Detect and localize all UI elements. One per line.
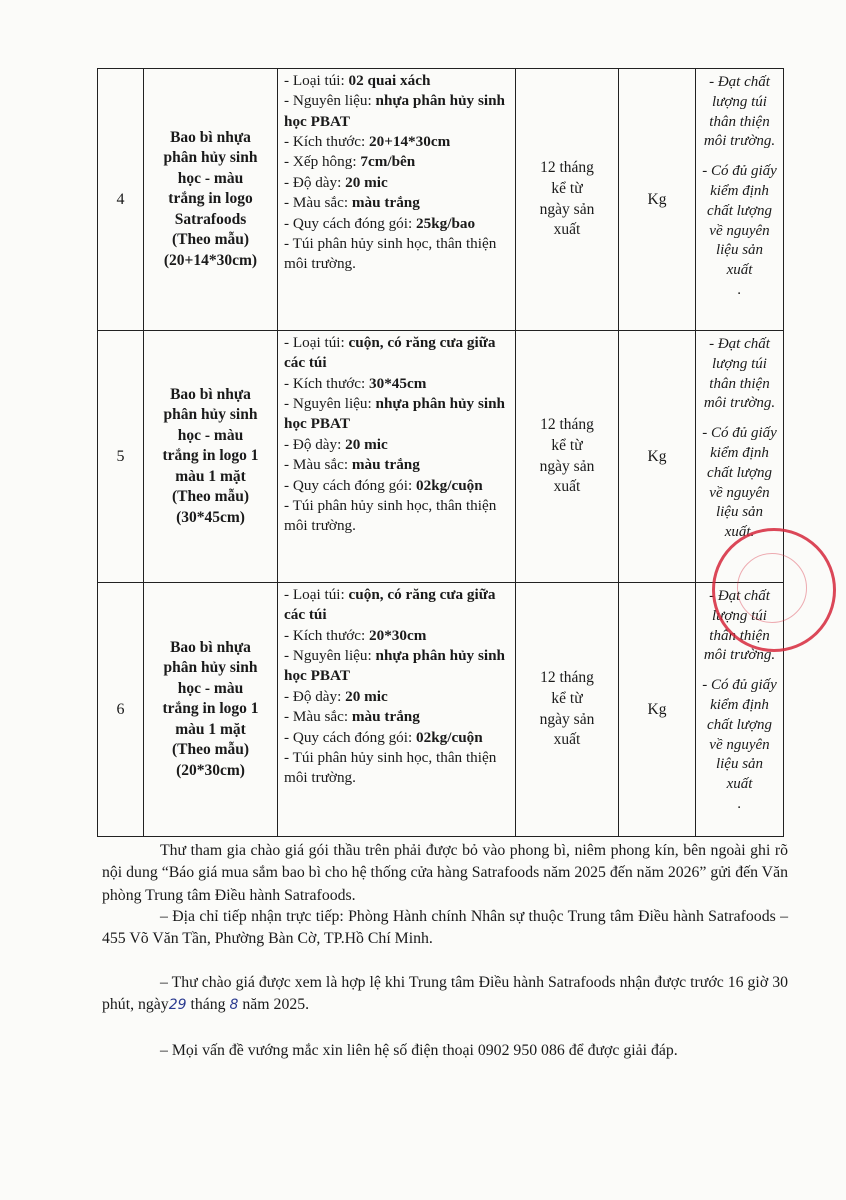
requirements: [696, 69, 784, 331]
requirement-line: thân thiện: [709, 375, 770, 392]
requirement-line: về nguyên: [709, 222, 770, 239]
table-row: [98, 69, 784, 331]
row-number: 6: [98, 583, 144, 837]
requirement-line: chất lượng: [707, 464, 772, 481]
shelf-life-line: xuất: [553, 731, 581, 749]
product-name-line: Bao bì nhựa: [170, 385, 251, 403]
spec-value: màu trắng: [351, 456, 420, 474]
spec-label: - Túi phân hủy sinh học, thân thiện môi trường.: [284, 234, 497, 273]
shelf-life-line: xuất: [553, 478, 581, 496]
product-name-line: (Theo mẫu): [171, 231, 250, 249]
requirement-line: kiểm định: [710, 696, 769, 713]
spec-line: [284, 132, 511, 152]
specification-table: [97, 68, 784, 837]
row-number: 5: [98, 331, 144, 583]
spec-value: 02kg/cuộn: [416, 728, 483, 746]
product-name-line: (20+14*30cm): [163, 251, 258, 269]
requirement-line: về nguyên: [709, 736, 770, 753]
shelf-life-line: kể từ: [551, 436, 583, 454]
requirement-line: môi trường.: [703, 647, 776, 664]
spec-line: [284, 214, 511, 234]
shelf-life-line: kể từ: [551, 689, 583, 707]
spec-line: [284, 496, 511, 537]
company-seal: [712, 528, 836, 652]
requirement-line: kiểm định: [710, 444, 769, 461]
spec-value: cuộn, có răng cưa giữa các túi: [284, 586, 496, 624]
spec-line: [284, 707, 511, 727]
spec-value: 20 mic: [345, 435, 388, 453]
spec-value: màu trắng: [351, 708, 420, 726]
spec-value: 20+14*30cm: [369, 133, 451, 151]
spec-line: [284, 374, 511, 394]
requirement-line: xuất.: [724, 524, 755, 541]
requirement-line: - Đạt chất: [709, 74, 770, 90]
spec-value: nhựa phân hủy sinh học PBAT: [284, 92, 505, 130]
product-name-line: Bao bì nhựa: [170, 128, 251, 146]
deadline-text-a: – Thư chào giá được xem là hợp lệ khi Trung tâm Điều hành Satrafoods nhận được trước 16 giờ 30 phút, ngày: [102, 974, 788, 1014]
spec-line: [284, 71, 511, 91]
spec-label: - Loại túi:: [284, 72, 349, 89]
spec-line: [284, 435, 511, 455]
requirement-line: - Có đủ giấy: [702, 163, 777, 180]
shelf-life: [516, 583, 619, 837]
product-name: [144, 69, 278, 331]
spec-line: [284, 173, 511, 193]
deadline-month-handwritten: 8: [229, 997, 239, 1014]
shelf-life-line: ngày sản: [539, 457, 595, 475]
requirement-line: - Đạt chất: [709, 336, 770, 352]
product-name-line: học - màu: [177, 679, 244, 697]
shelf-life-line: xuất: [553, 221, 581, 239]
deadline-text-c: năm 2025.: [238, 996, 310, 1014]
requirement-line: chất lượng: [707, 202, 772, 219]
requirement-line: liệu sản xuất: [715, 756, 764, 793]
requirement-line: lượng túi: [712, 607, 767, 624]
requirement-gap: [702, 666, 777, 676]
requirement-line: - Có đủ giấy: [702, 425, 777, 442]
spec-label: - Màu sắc:: [284, 456, 352, 474]
product-name-line: Satrafoods: [174, 210, 247, 228]
spec-value: 02 quai xách: [348, 72, 431, 89]
spec-label: - Màu sắc:: [284, 194, 352, 212]
unit: Kg: [619, 331, 696, 583]
requirement-line: - Có đủ giấy: [702, 677, 777, 694]
requirement-line: kiểm định: [710, 182, 769, 199]
requirement-gap: [702, 414, 777, 424]
spec-label: - Loại túi:: [284, 586, 349, 603]
spec-line: [284, 626, 511, 646]
spec-line: [284, 455, 511, 475]
spec-label: - Loại túi:: [284, 334, 349, 351]
spec-value: nhựa phân hủy sinh học PBAT: [284, 395, 505, 433]
product-name-line: trắng in logo 1: [162, 700, 259, 718]
shelf-life-line: 12 tháng: [540, 158, 594, 176]
requirement-line: thân thiện: [709, 627, 770, 644]
product-name-line: trắng in logo 1: [162, 447, 259, 465]
requirement-line: về nguyên: [709, 484, 770, 501]
spec-label: - Kích thước:: [284, 626, 370, 644]
row-number: 4: [98, 69, 144, 331]
spec-label: - Nguyên liệu:: [284, 647, 376, 665]
requirement-line: lượng túi: [712, 355, 767, 372]
spec-line: [284, 152, 511, 172]
product-name: [144, 583, 278, 837]
shelf-life-line: 12 tháng: [540, 415, 594, 433]
requirement-line: chất lượng: [707, 716, 772, 733]
requirement-line: liệu sản: [715, 504, 764, 521]
spec-line: [284, 476, 511, 496]
spec-label: - Độ dày:: [284, 173, 346, 191]
requirement-line: - Đạt chất: [709, 588, 770, 604]
spec-line: [284, 687, 511, 707]
paragraph-address: – Địa chỉ tiếp nhận trực tiếp: Phòng Hành chính Nhân sự thuộc Trung tâm Điều hành Satrafoods – 455 Võ Văn Tần, Phường Bàn Cờ, TP.Hồ Chí Minh.: [102, 908, 788, 948]
shelf-life: [516, 69, 619, 331]
spec-value: 20 mic: [345, 173, 388, 191]
paragraph-deadline: [102, 972, 788, 1017]
spec-line: [284, 585, 511, 626]
product-name-line: (20*30cm): [176, 761, 245, 779]
spec-value: 20 mic: [345, 687, 388, 705]
spec-label: - Túi phân hủy sinh học, thân thiện môi trường.: [284, 748, 497, 787]
requirement-line: liệu sản xuất: [715, 242, 764, 279]
product-name-line: học - màu: [177, 169, 244, 187]
spec-label: - Túi phân hủy sinh học, thân thiện môi trường.: [284, 496, 497, 535]
spec-line: [284, 234, 511, 275]
requirement-line: môi trường.: [703, 133, 776, 150]
paragraph-submission: Thư tham gia chào giá gói thầu trên phải được bỏ vào phong bì, niêm phong kín, bên ngoài ghi rõ nội dung “Báo giá mua sắm bao bì cho hệ thống cửa hàng Satrafoods năm 2025 đến năm 2026” gửi đến Văn phòng Trung tâm Điều hành Satrafoods.: [102, 842, 788, 904]
spec-value: 30*45cm: [369, 374, 427, 392]
spec-label: - Quy cách đóng gói:: [284, 476, 417, 494]
spec-label: - Xếp hông:: [284, 153, 361, 171]
spec-label: - Độ dày:: [284, 687, 346, 705]
spec-line: [284, 394, 511, 435]
spec-label: - Nguyên liệu:: [284, 395, 376, 413]
deadline-day-handwritten: 29: [168, 997, 187, 1014]
product-name-line: phân hủy sinh: [163, 659, 258, 677]
spec-label: - Kích thước:: [284, 374, 370, 392]
product-name-line: phân hủy sinh: [163, 149, 258, 167]
shelf-life: [516, 331, 619, 583]
shelf-life-line: kể từ: [551, 179, 583, 197]
product-name-line: học - màu: [177, 426, 244, 444]
product-name-line: trắng in logo: [168, 190, 253, 208]
shelf-life-line: ngày sản: [539, 200, 595, 218]
spec-label: - Kích thước:: [284, 133, 370, 151]
product-name-line: (Theo mẫu): [171, 741, 250, 759]
spec-label: - Độ dày:: [284, 435, 346, 453]
requirement-gap: [702, 152, 777, 162]
unit: Kg: [619, 583, 696, 837]
spec-line: [284, 748, 511, 789]
spec-label: - Màu sắc:: [284, 708, 352, 726]
unit: Kg: [619, 69, 696, 331]
product-specs: [278, 69, 516, 331]
spec-value: 20*30cm: [369, 626, 427, 644]
product-name-line: phân hủy sinh: [163, 406, 258, 424]
product-name-line: Bao bì nhựa: [170, 638, 251, 656]
table-row: [98, 331, 784, 583]
deadline-text-b: tháng: [186, 996, 230, 1014]
spec-line: [284, 333, 511, 374]
spec-line: [284, 91, 511, 132]
product-name: [144, 331, 278, 583]
spec-line: [284, 728, 511, 748]
requirement-line: .: [737, 281, 742, 298]
paragraph-contact: – Mọi vấn đề vướng mắc xin liên hệ số điện thoại 0902 950 086 để được giải đáp.: [160, 1042, 678, 1059]
product-specs: [278, 583, 516, 837]
product-name-line: màu 1 mặt: [175, 720, 246, 738]
product-name-line: (30*45cm): [176, 508, 245, 526]
product-name-line: màu 1 mặt: [175, 467, 246, 485]
requirement-line: lượng túi: [712, 93, 767, 110]
spec-line: [284, 193, 511, 213]
spec-value: màu trắng: [351, 194, 420, 212]
requirement-line: .: [737, 795, 742, 812]
spec-label: - Nguyên liệu:: [284, 92, 376, 110]
spec-label: - Quy cách đóng gói:: [284, 728, 417, 746]
product-specs: [278, 331, 516, 583]
spec-value: 25kg/bao: [416, 214, 476, 232]
spec-value: cuộn, có răng cưa giữa các túi: [284, 334, 496, 372]
spec-value: 02kg/cuộn: [416, 476, 483, 494]
shelf-life-line: 12 tháng: [540, 668, 594, 686]
requirement-line: thân thiện: [709, 113, 770, 130]
product-name-line: (Theo mẫu): [171, 488, 250, 506]
spec-value: 7cm/bên: [360, 153, 416, 171]
shelf-life-line: ngày sản: [539, 710, 595, 728]
spec-line: [284, 646, 511, 687]
spec-label: - Quy cách đóng gói:: [284, 214, 417, 232]
requirement-line: môi trường.: [703, 395, 776, 412]
spec-value: nhựa phân hủy sinh học PBAT: [284, 647, 505, 685]
table-row: [98, 583, 784, 837]
